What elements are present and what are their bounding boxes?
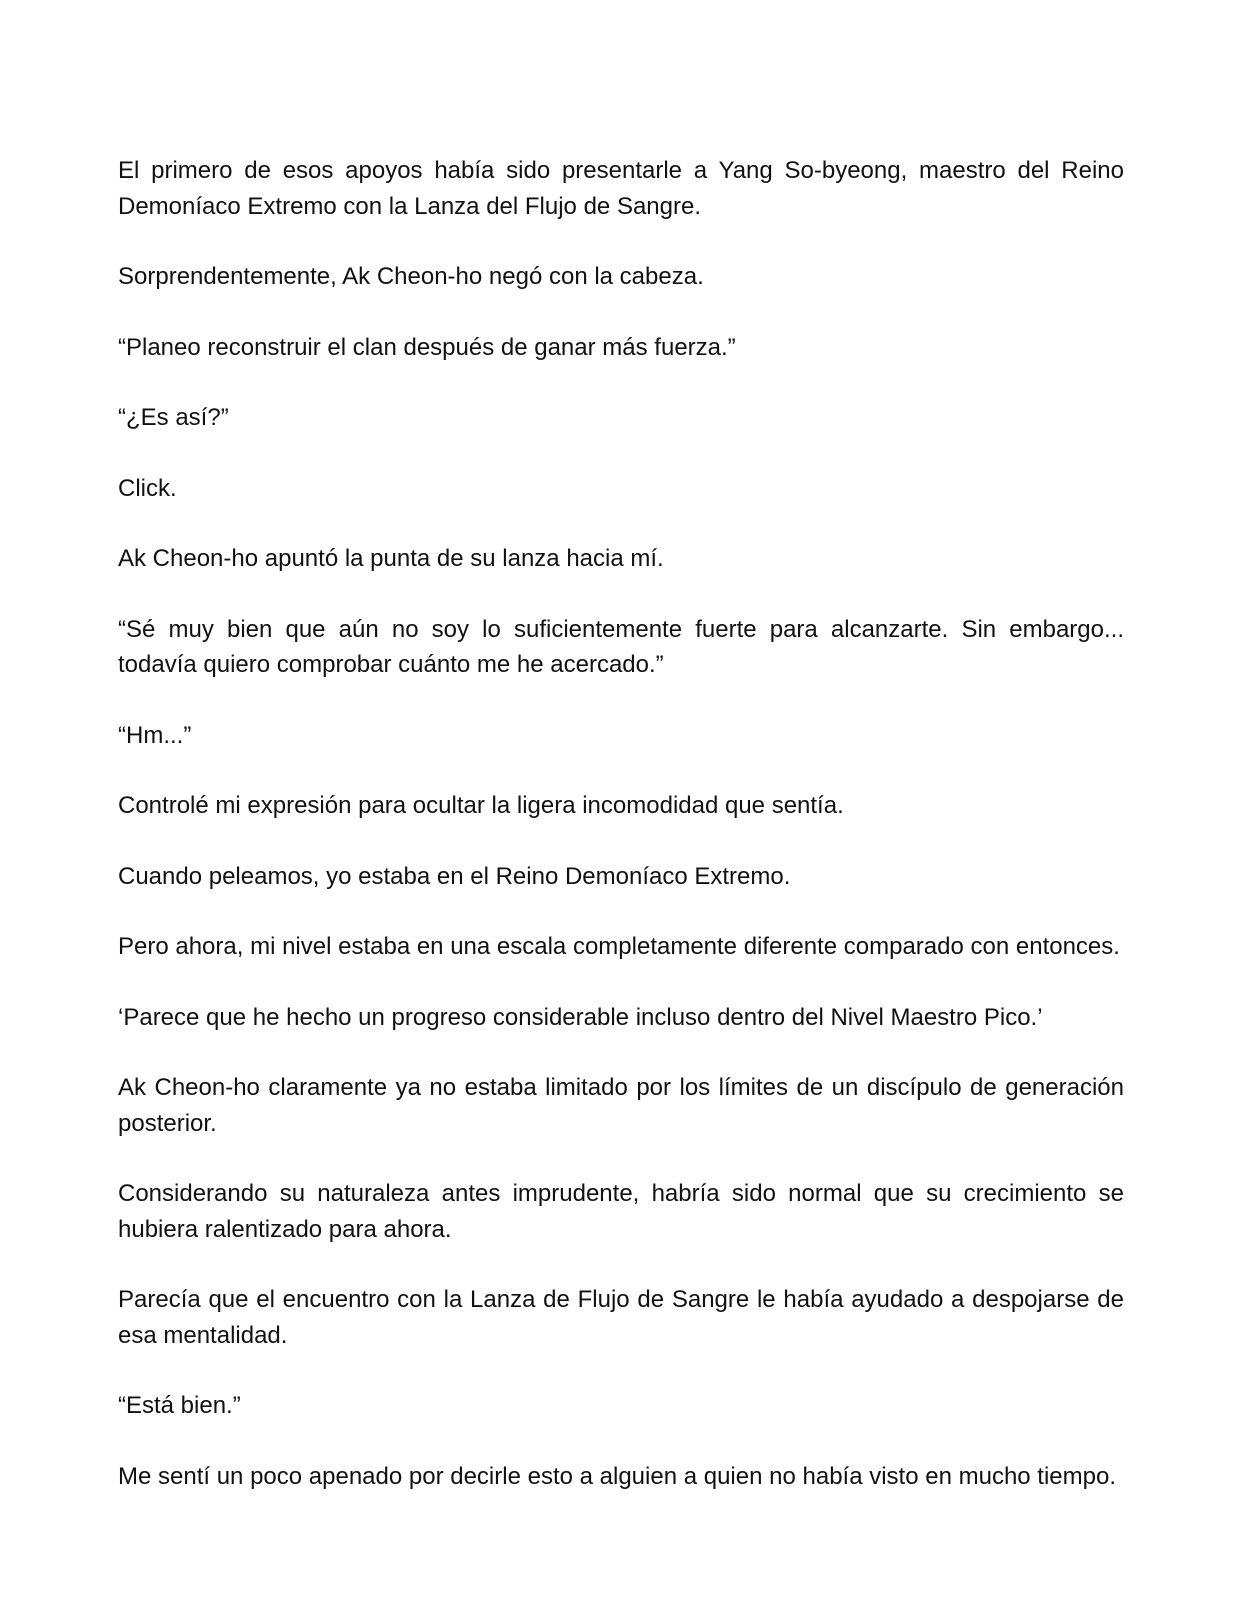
paragraph: ‘Parece que he hecho un progreso considerable incluso dentro del Nivel Maestro Pico.’ <box>118 1003 1043 1031</box>
paragraph: “Hm...” <box>118 721 192 749</box>
paragraph: Cuando peleamos, yo estaba en el Reino Demoníaco Extremo. <box>118 862 791 890</box>
paragraph: “¿Es así?” <box>118 404 229 431</box>
paragraph: “Está bien.” <box>118 1392 241 1419</box>
paragraph: Controlé mi expresión para ocultar la ligera incomodidad que sentía. <box>118 792 844 819</box>
paragraph: Pero ahora, mi nivel estaba en una escala completamente diferente comparado con entonces. <box>118 933 1120 960</box>
paragraph: “Planeo reconstruir el clan después de ganar más fuerza.” <box>118 333 736 361</box>
paragraph: Considerando su naturaleza antes imprudente, habría sido normal que su crecimiento se hubiera ralentizado para ahora. <box>118 1180 1124 1243</box>
paragraph: Ak Cheon-ho claramente ya no estaba limitado por los límites de un discípulo de generación posterior. <box>118 1074 1124 1137</box>
paragraph: Me sentí un poco apenado por decirle esto a alguien a quien no había visto en mucho tiempo. <box>118 1462 1117 1490</box>
paragraph: El primero de esos apoyos había sido presentarle a Yang So-byeong, maestro del Reino Demoníaco Extremo con la Lanza del Flujo de Sangre. <box>118 157 1124 220</box>
paragraph: Ak Cheon-ho apuntó la punta de su lanza hacia mí. <box>118 545 664 572</box>
paragraph: “Sé muy bien que aún no soy lo suficientemente fuerte para alcanzarte. Sin embargo... todavía quiero comprobar cuánto me he acercado.” <box>118 615 1124 678</box>
paragraph: Sorprendentemente, Ak Cheon-ho negó con la cabeza. <box>118 263 704 290</box>
document-body <box>118 153 1124 1529</box>
paragraph: Parecía que el encuentro con la Lanza de Flujo de Sangre le había ayudado a despojarse de esa mentalidad. <box>118 1286 1124 1349</box>
paragraph: Click. <box>118 474 177 502</box>
